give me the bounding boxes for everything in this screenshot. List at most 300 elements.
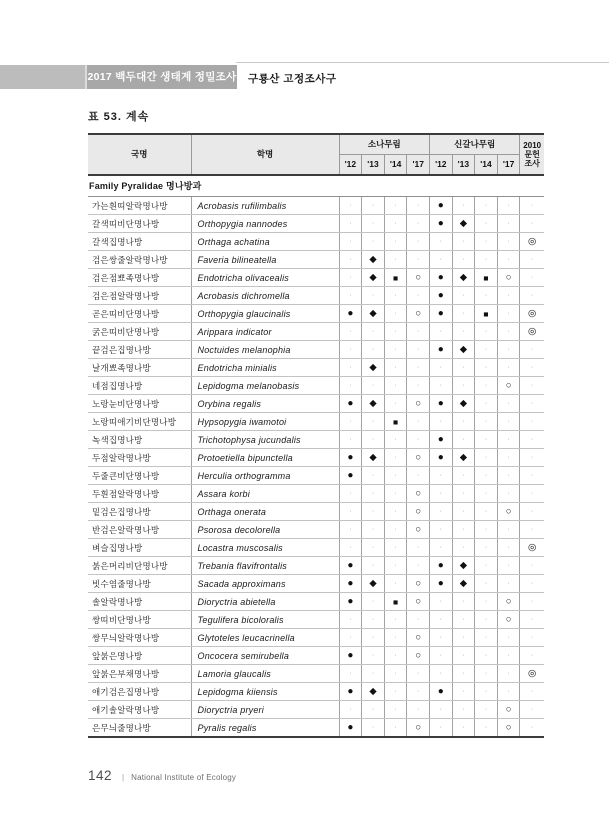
site-label: 구룡산 고정조사구 [248,73,337,85]
species-scientific-name: Hypsopygia iwamotoi [191,413,339,431]
empty-mark: · [497,233,520,251]
col-header-year: '12 [430,155,453,176]
species-korean-name: 네점집명나방 [88,377,191,395]
empty-mark: · [497,287,520,305]
empty-mark: · [407,197,430,215]
open-circle-mark: ○ [407,269,430,287]
open-circle-mark: ○ [407,521,430,539]
empty-mark: · [339,611,362,629]
empty-mark: · [384,251,407,269]
empty-mark: · [430,719,453,738]
open-circle-mark: ○ [497,611,520,629]
table-caption: 표 53. 계속 [88,111,150,123]
filled-circle-mark: ● [430,575,453,593]
empty-mark: · [407,251,430,269]
empty-mark: · [362,413,385,431]
empty-mark: · [475,665,498,683]
empty-mark: · [475,485,498,503]
col-header-scientific-name: 학명 [191,134,339,175]
empty-mark: · [475,575,498,593]
species-row [88,611,544,629]
empty-mark: · [339,413,362,431]
species-row [88,341,544,359]
species-scientific-name: Lepidogma kiiensis [191,683,339,701]
empty-mark: · [452,611,475,629]
empty-mark: · [497,251,520,269]
empty-mark: · [384,611,407,629]
open-circle-mark: ○ [407,719,430,738]
empty-mark: · [497,449,520,467]
empty-mark: · [384,305,407,323]
empty-mark: · [362,629,385,647]
empty-mark: · [384,431,407,449]
empty-mark: · [452,323,475,341]
filled-square-mark: ■ [475,305,498,323]
empty-mark: · [430,359,453,377]
empty-mark: · [452,233,475,251]
empty-mark: · [520,647,544,665]
species-row [88,701,544,719]
empty-mark: · [339,665,362,683]
empty-mark: · [339,539,362,557]
species-row [88,215,544,233]
species-row [88,233,544,251]
empty-mark: · [497,215,520,233]
col-header-year: '13 [362,155,385,176]
empty-mark: · [452,431,475,449]
empty-mark: · [520,413,544,431]
empty-mark: · [520,431,544,449]
open-circle-mark: ○ [497,701,520,719]
filled-diamond-mark: ◆ [452,215,475,233]
empty-mark: · [384,719,407,738]
empty-mark: · [362,503,385,521]
page-number: 142 [88,768,113,783]
empty-mark: · [452,719,475,738]
open-circle-mark: ○ [407,629,430,647]
empty-mark: · [362,593,385,611]
empty-mark: · [497,431,520,449]
open-circle-mark: ○ [497,719,520,738]
filled-circle-mark: ● [339,719,362,738]
empty-mark: · [430,701,453,719]
empty-mark: · [384,467,407,485]
empty-mark: · [339,215,362,233]
filled-diamond-mark: ◆ [452,269,475,287]
species-row [88,503,544,521]
empty-mark: · [475,647,498,665]
filled-diamond-mark: ◆ [362,269,385,287]
species-scientific-name: Sacada approximans [191,575,339,593]
empty-mark: · [452,629,475,647]
empty-mark: · [497,341,520,359]
empty-mark: · [339,431,362,449]
empty-mark: · [520,629,544,647]
species-korean-name: 애기검은집명나방 [88,683,191,701]
empty-mark: · [339,233,362,251]
empty-mark: · [497,305,520,323]
species-korean-name: 갈색띠비단명나방 [88,215,191,233]
species-korean-name: 검은점알락명나방 [88,287,191,305]
empty-mark: · [430,665,453,683]
empty-mark: · [339,341,362,359]
empty-mark: · [362,197,385,215]
col-header-year: '12 [339,155,362,176]
filled-square-mark: ■ [475,269,498,287]
col-header-year: '13 [452,155,475,176]
filled-diamond-mark: ◆ [362,683,385,701]
species-row [88,647,544,665]
empty-mark: · [497,485,520,503]
empty-mark: · [497,467,520,485]
empty-mark: · [430,647,453,665]
empty-mark: · [407,431,430,449]
empty-mark: · [475,197,498,215]
species-table-body [88,175,544,737]
species-row [88,413,544,431]
table-header [88,134,544,175]
filled-circle-mark: ● [430,215,453,233]
empty-mark: · [452,251,475,269]
empty-mark: · [475,539,498,557]
empty-mark: · [520,251,544,269]
empty-mark: · [384,323,407,341]
empty-mark: · [430,503,453,521]
empty-mark: · [452,359,475,377]
empty-mark: · [362,341,385,359]
empty-mark: · [475,287,498,305]
species-korean-name: 앞붉은명나방 [88,647,191,665]
empty-mark: · [497,665,520,683]
species-scientific-name: Orthopygia glaucinalis [191,305,339,323]
header-rule [236,62,609,63]
empty-mark: · [384,575,407,593]
empty-mark: · [339,269,362,287]
species-korean-name: 검은점뾰족명나방 [88,269,191,287]
empty-mark: · [452,539,475,557]
empty-mark: · [497,395,520,413]
empty-mark: · [475,377,498,395]
empty-mark: · [430,485,453,503]
empty-mark: · [497,683,520,701]
species-korean-name: 갈색집명나방 [88,233,191,251]
empty-mark: · [362,233,385,251]
empty-mark: · [430,593,453,611]
species-korean-name: 솔알락명나방 [88,593,191,611]
empty-mark: · [475,701,498,719]
empty-mark: · [452,197,475,215]
species-row [88,629,544,647]
empty-mark: · [520,377,544,395]
program-title: 2017 백두대간 생태계 정밀조사 [85,65,237,89]
double-circle-mark: ◎ [520,665,544,683]
empty-mark: · [475,359,498,377]
empty-mark: · [384,359,407,377]
empty-mark: · [384,197,407,215]
empty-mark: · [384,395,407,413]
empty-mark: · [407,287,430,305]
empty-mark: · [497,629,520,647]
empty-mark: · [407,701,430,719]
filled-circle-mark: ● [339,647,362,665]
empty-mark: · [384,557,407,575]
empty-mark: · [475,323,498,341]
empty-mark: · [362,521,385,539]
empty-mark: · [407,359,430,377]
col-header-year: '17 [497,155,520,176]
species-table [88,133,544,738]
filled-diamond-mark: ◆ [362,395,385,413]
empty-mark: · [407,467,430,485]
species-row [88,485,544,503]
empty-mark: · [475,683,498,701]
empty-mark: · [520,521,544,539]
empty-mark: · [384,665,407,683]
species-scientific-name: Dioryctria abietella [191,593,339,611]
species-korean-name: 앞붉은부채명나방 [88,665,191,683]
empty-mark: · [475,215,498,233]
empty-mark: · [475,431,498,449]
empty-mark: · [497,647,520,665]
filled-circle-mark: ● [339,305,362,323]
col-header-year: '14 [475,155,498,176]
species-korean-name: 붉은머리비단명나방 [88,557,191,575]
filled-circle-mark: ● [430,287,453,305]
empty-mark: · [362,719,385,738]
filled-circle-mark: ● [339,683,362,701]
species-scientific-name: Locastra muscosalis [191,539,339,557]
species-row [88,305,544,323]
empty-mark: · [339,377,362,395]
filled-circle-mark: ● [339,395,362,413]
empty-mark: · [452,485,475,503]
species-row [88,557,544,575]
footer-organization: National Institute of Ecology [131,772,237,782]
species-korean-name: 빗수염줄명나방 [88,575,191,593]
empty-mark: · [407,539,430,557]
filled-diamond-mark: ◆ [362,359,385,377]
species-row [88,593,544,611]
filled-circle-mark: ● [430,557,453,575]
species-korean-name: 밑검은집명나방 [88,503,191,521]
empty-mark: · [520,611,544,629]
empty-mark: · [452,647,475,665]
empty-mark: · [520,485,544,503]
open-circle-mark: ○ [407,305,430,323]
empty-mark: · [384,233,407,251]
empty-mark: · [430,521,453,539]
species-scientific-name: Endotricha olivacealis [191,269,339,287]
species-korean-name: 검은쌍줄알락명나방 [88,251,191,269]
species-scientific-name: Acrobasis rufilimbalis [191,197,339,215]
filled-circle-mark: ● [339,557,362,575]
empty-mark: · [520,359,544,377]
empty-mark: · [407,341,430,359]
empty-mark: · [430,251,453,269]
double-circle-mark: ◎ [520,233,544,251]
empty-mark: · [475,395,498,413]
species-korean-name: 노랑눈비단명나방 [88,395,191,413]
filled-circle-mark: ● [339,467,362,485]
empty-mark: · [475,449,498,467]
empty-mark: · [362,701,385,719]
filled-circle-mark: ● [339,575,362,593]
empty-mark: · [430,539,453,557]
filled-diamond-mark: ◆ [362,449,385,467]
species-row [88,449,544,467]
species-scientific-name: Faveria bilineatella [191,251,339,269]
empty-mark: · [430,611,453,629]
species-scientific-name: Pyralis regalis [191,719,339,738]
empty-mark: · [339,701,362,719]
header-band [0,65,237,89]
empty-mark: · [362,611,385,629]
species-korean-name: 녹색집명나방 [88,431,191,449]
filled-circle-mark: ● [430,341,453,359]
empty-mark: · [497,323,520,341]
open-circle-mark: ○ [407,449,430,467]
open-circle-mark: ○ [497,269,520,287]
species-row [88,359,544,377]
empty-mark: · [520,341,544,359]
col-group-pine-forest: 소나무림 [339,134,429,155]
species-row [88,575,544,593]
empty-mark: · [384,287,407,305]
filled-diamond-mark: ◆ [452,449,475,467]
empty-mark: · [520,269,544,287]
empty-mark: · [497,521,520,539]
col-header-year: '14 [384,155,407,176]
empty-mark: · [339,323,362,341]
filled-circle-mark: ● [430,269,453,287]
species-row [88,683,544,701]
empty-mark: · [407,215,430,233]
species-scientific-name: Trichotophysa jucundalis [191,431,339,449]
species-row [88,539,544,557]
filled-circle-mark: ● [339,593,362,611]
empty-mark: · [384,521,407,539]
empty-mark: · [452,593,475,611]
page-footer [88,768,236,783]
filled-diamond-mark: ◆ [362,575,385,593]
empty-mark: · [452,467,475,485]
species-row [88,431,544,449]
empty-mark: · [339,521,362,539]
empty-mark: · [475,341,498,359]
filled-circle-mark: ● [430,305,453,323]
empty-mark: · [452,305,475,323]
empty-mark: · [475,611,498,629]
empty-mark: · [430,629,453,647]
empty-mark: · [339,503,362,521]
empty-mark: · [362,557,385,575]
species-row [88,377,544,395]
footer-separator: | [122,772,125,782]
empty-mark: · [384,377,407,395]
empty-mark: · [407,233,430,251]
empty-mark: · [475,251,498,269]
empty-mark: · [407,683,430,701]
species-row [88,395,544,413]
species-korean-name: 날개뾰족명나방 [88,359,191,377]
filled-square-mark: ■ [384,413,407,431]
species-korean-name: 애기솔알락명나방 [88,701,191,719]
empty-mark: · [520,575,544,593]
species-row [88,269,544,287]
empty-mark: · [362,287,385,305]
empty-mark: · [407,413,430,431]
species-scientific-name: Dioryctria pryeri [191,701,339,719]
empty-mark: · [384,485,407,503]
empty-mark: · [452,377,475,395]
open-circle-mark: ○ [407,593,430,611]
open-circle-mark: ○ [407,485,430,503]
species-scientific-name: Noctuides melanophia [191,341,339,359]
empty-mark: · [475,593,498,611]
species-scientific-name: Lepidogma melanobasis [191,377,339,395]
empty-mark: · [520,557,544,575]
species-scientific-name: Orthaga onerata [191,503,339,521]
filled-square-mark: ■ [384,593,407,611]
empty-mark: · [362,377,385,395]
family-section-row [88,175,544,197]
empty-mark: · [497,539,520,557]
species-korean-name: 쌍띠비단명나방 [88,611,191,629]
species-korean-name: 가는흰띠알락명나방 [88,197,191,215]
empty-mark: · [362,485,385,503]
open-circle-mark: ○ [407,647,430,665]
empty-mark: · [407,323,430,341]
filled-circle-mark: ● [339,449,362,467]
species-korean-name: 곧은띠비단명나방 [88,305,191,323]
empty-mark: · [339,251,362,269]
species-row [88,323,544,341]
empty-mark: · [384,647,407,665]
empty-mark: · [452,665,475,683]
empty-mark: · [384,701,407,719]
empty-mark: · [452,701,475,719]
species-scientific-name: Endotricha minialis [191,359,339,377]
open-circle-mark: ○ [497,593,520,611]
empty-mark: · [384,503,407,521]
empty-mark: · [497,575,520,593]
empty-mark: · [497,197,520,215]
empty-mark: · [520,503,544,521]
empty-mark: · [384,683,407,701]
species-scientific-name: Orthopygia nannodes [191,215,339,233]
empty-mark: · [452,683,475,701]
filled-diamond-mark: ◆ [362,251,385,269]
empty-mark: · [475,413,498,431]
filled-diamond-mark: ◆ [362,305,385,323]
filled-circle-mark: ● [430,449,453,467]
species-scientific-name: Oncocera semirubella [191,647,339,665]
open-circle-mark: ○ [407,575,430,593]
species-scientific-name: Lamoria glaucalis [191,665,339,683]
empty-mark: · [520,593,544,611]
empty-mark: · [339,197,362,215]
species-scientific-name: Orthaga achatina [191,233,339,251]
empty-mark: · [497,359,520,377]
species-korean-name: 두줄큰비단명나방 [88,467,191,485]
empty-mark: · [475,233,498,251]
species-korean-name: 굵은띠비단명나방 [88,323,191,341]
empty-mark: · [520,467,544,485]
empty-mark: · [452,503,475,521]
species-scientific-name: Herculia orthogramma [191,467,339,485]
empty-mark: · [384,449,407,467]
empty-mark: · [362,215,385,233]
